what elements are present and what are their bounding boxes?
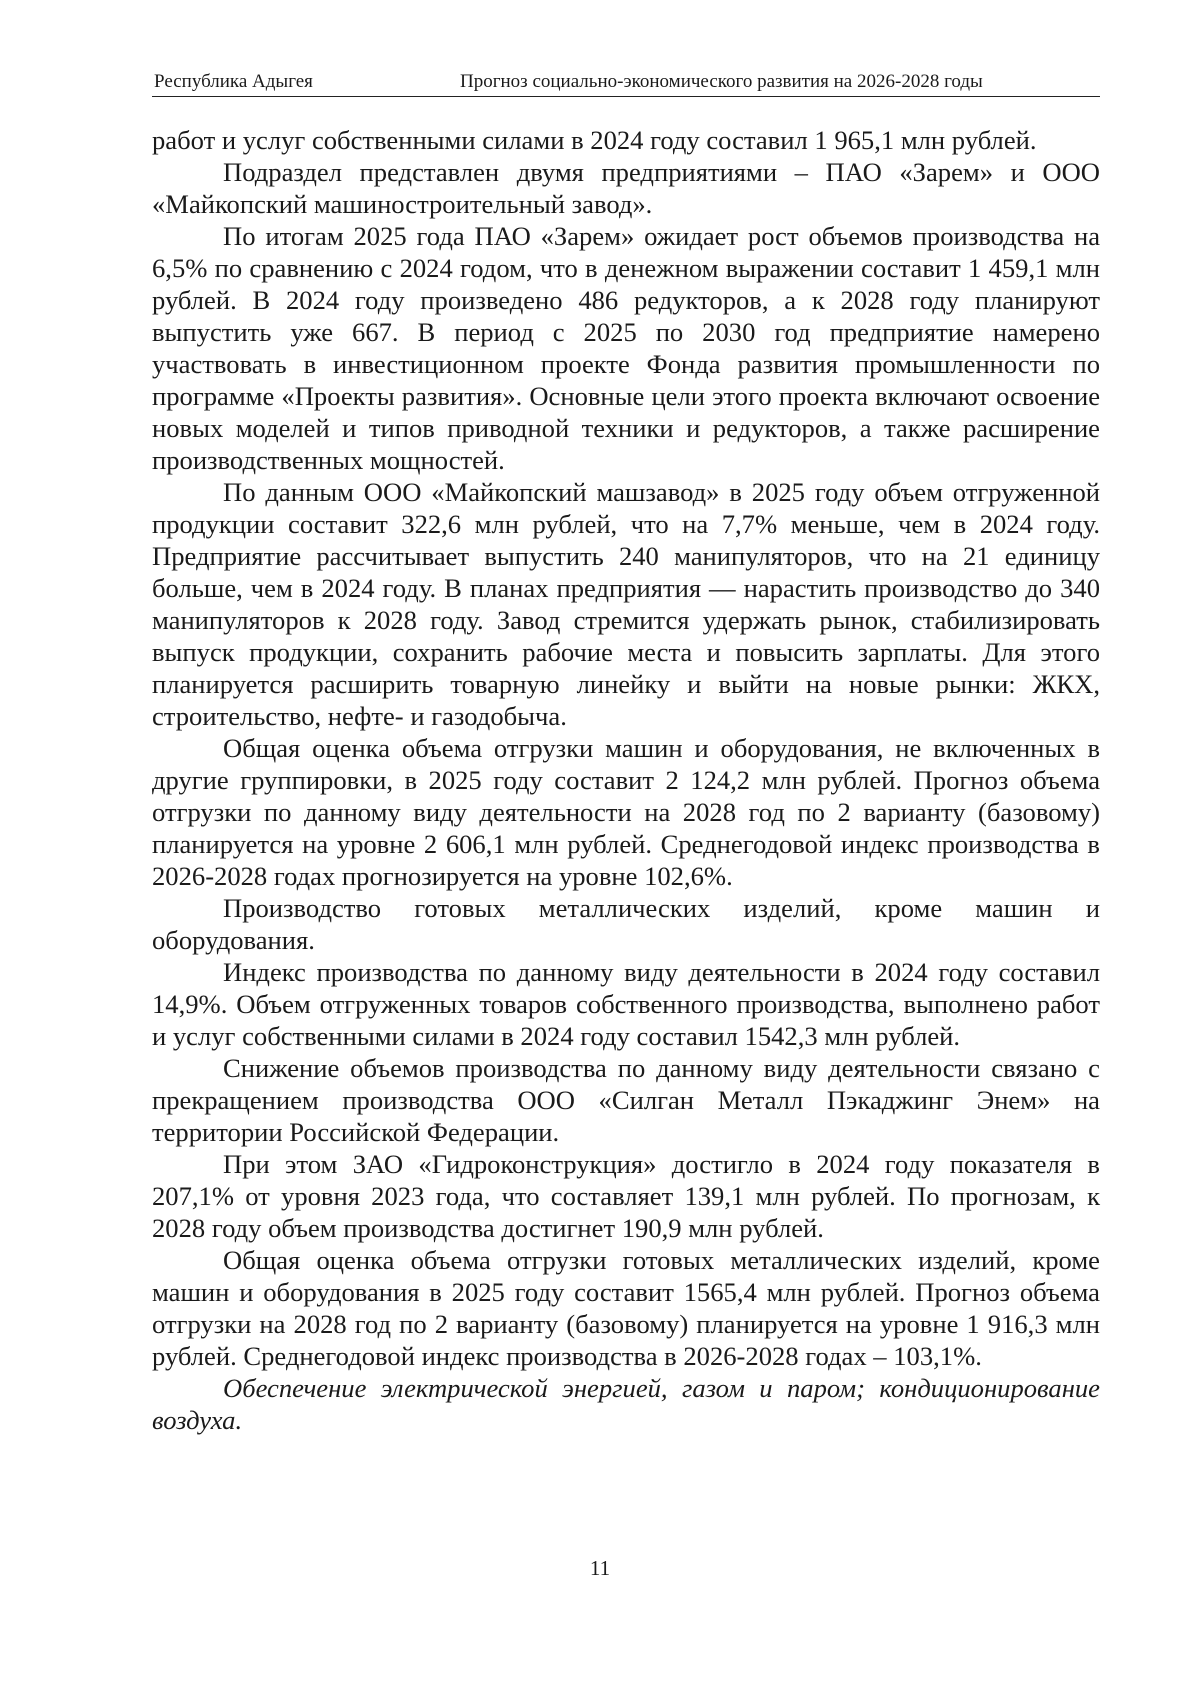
document-body — [152, 124, 1100, 1436]
paragraph-machinery-estimate: Общая оценка объема отгрузки машин и оборудования, не включенных в другие группировки, в 2025 году составит 2 124,2 млн рублей. Прогноз объема отгрузки по данному виду деятельности на 2028 год по 2 варианту (базовому) планируется на уровне 2 606,1 млн рублей. Среднегодовой индекс производства в 2026-2028 годах прогнозируется на уровне 102,6%. — [152, 733, 1100, 891]
paragraph-zarem: По итогам 2025 года ПАО «Зарем» ожидает рост объемов производства на 6,5% по сравнению с 2024 годом, что в денежном выражении составит 1 459,1 млн рублей. В 2024 году произведено 486 редукторов, а к 2028 году планируют выпустить уже 667. В период с 2025 по 2030 год предприятие намерено участвовать в инвестиционном проекте Фонда развития промышленности по программе «Проекты развития». Основные цели этого проекта включают освоение новых моделей и типов приводной техники и редукторов, а также расширение производственных мощностей. — [152, 221, 1100, 475]
header-region: Республика Адыгея — [154, 71, 313, 92]
page-header — [152, 68, 1100, 97]
page-number: 11 — [589, 1556, 611, 1580]
section-heading-energy: Обеспечение электрической энергией, газом и паром; кондиционирование воздуха. — [152, 1373, 1100, 1435]
section-heading-metal-products: Производство готовых металлических изделий, кроме машин и оборудования. — [152, 893, 1100, 955]
paragraph-subsection-enterprises: Подраздел представлен двумя предприятиями – ПАО «Зарем» и ООО «Майкопский машиностроительный завод». — [152, 157, 1100, 219]
paragraph-metal-index: Индекс производства по данному виду деятельности в 2024 году составил 14,9%. Объем отгруженных товаров собственного производства, выполнено работ и услуг собственными силами в 2024 году составил 1542,3 млн рублей. — [152, 957, 1100, 1051]
paragraph-maikop-plant: По данным ООО «Майкопский машзавод» в 2025 году объем отгруженной продукции составит 322,6 млн рублей, что на 7,7% меньше, чем в 2024 году. Предприятие рассчитывает выпустить 240 манипуляторов, что на 21 единицу больше, чем в 2024 году. В планах предприятия — нарастить производство до 340 манипуляторов к 2028 году. Завод стремится удержать рынок, стабилизировать выпуск продукции, сохранить рабочие места и повысить зарплаты. Для этого планируется расширить товарную линейку и выйти на новые рынки: ЖКХ, строительство, нефте- и газодобыча. — [152, 477, 1100, 731]
paragraph-production-decline: Снижение объемов производства по данному виду деятельности связано с прекращением производства ООО «Силган Металл Пэкаджинг Энем» на территории Российской Федерации. — [152, 1053, 1100, 1147]
paragraph-metal-estimate: Общая оценка объема отгрузки готовых металлических изделий, кроме машин и оборудования в 2025 году составит 1565,4 млн рублей. Прогноз объема отгрузки на 2028 год по 2 варианту (базовому) планируется на уровне 1 916,3 млн рублей. Среднегодовой индекс производства в 2026-2028 годах – 103,1%. — [152, 1245, 1100, 1371]
header-title: Прогноз социально-экономического развития на 2026-2028 годы — [460, 71, 983, 92]
paragraph-hydroconstruction: При этом ЗАО «Гидроконструкция» достигло в 2024 году показателя в 207,1% от уровня 2023 года, что составляет 139,1 млн рублей. По прогнозам, к 2028 году объем производства достигнет 190,9 млн рублей. — [152, 1149, 1100, 1243]
paragraph-continuation: работ и услуг собственными силами в 2024 году составил 1 965,1 млн рублей. — [152, 125, 1037, 155]
